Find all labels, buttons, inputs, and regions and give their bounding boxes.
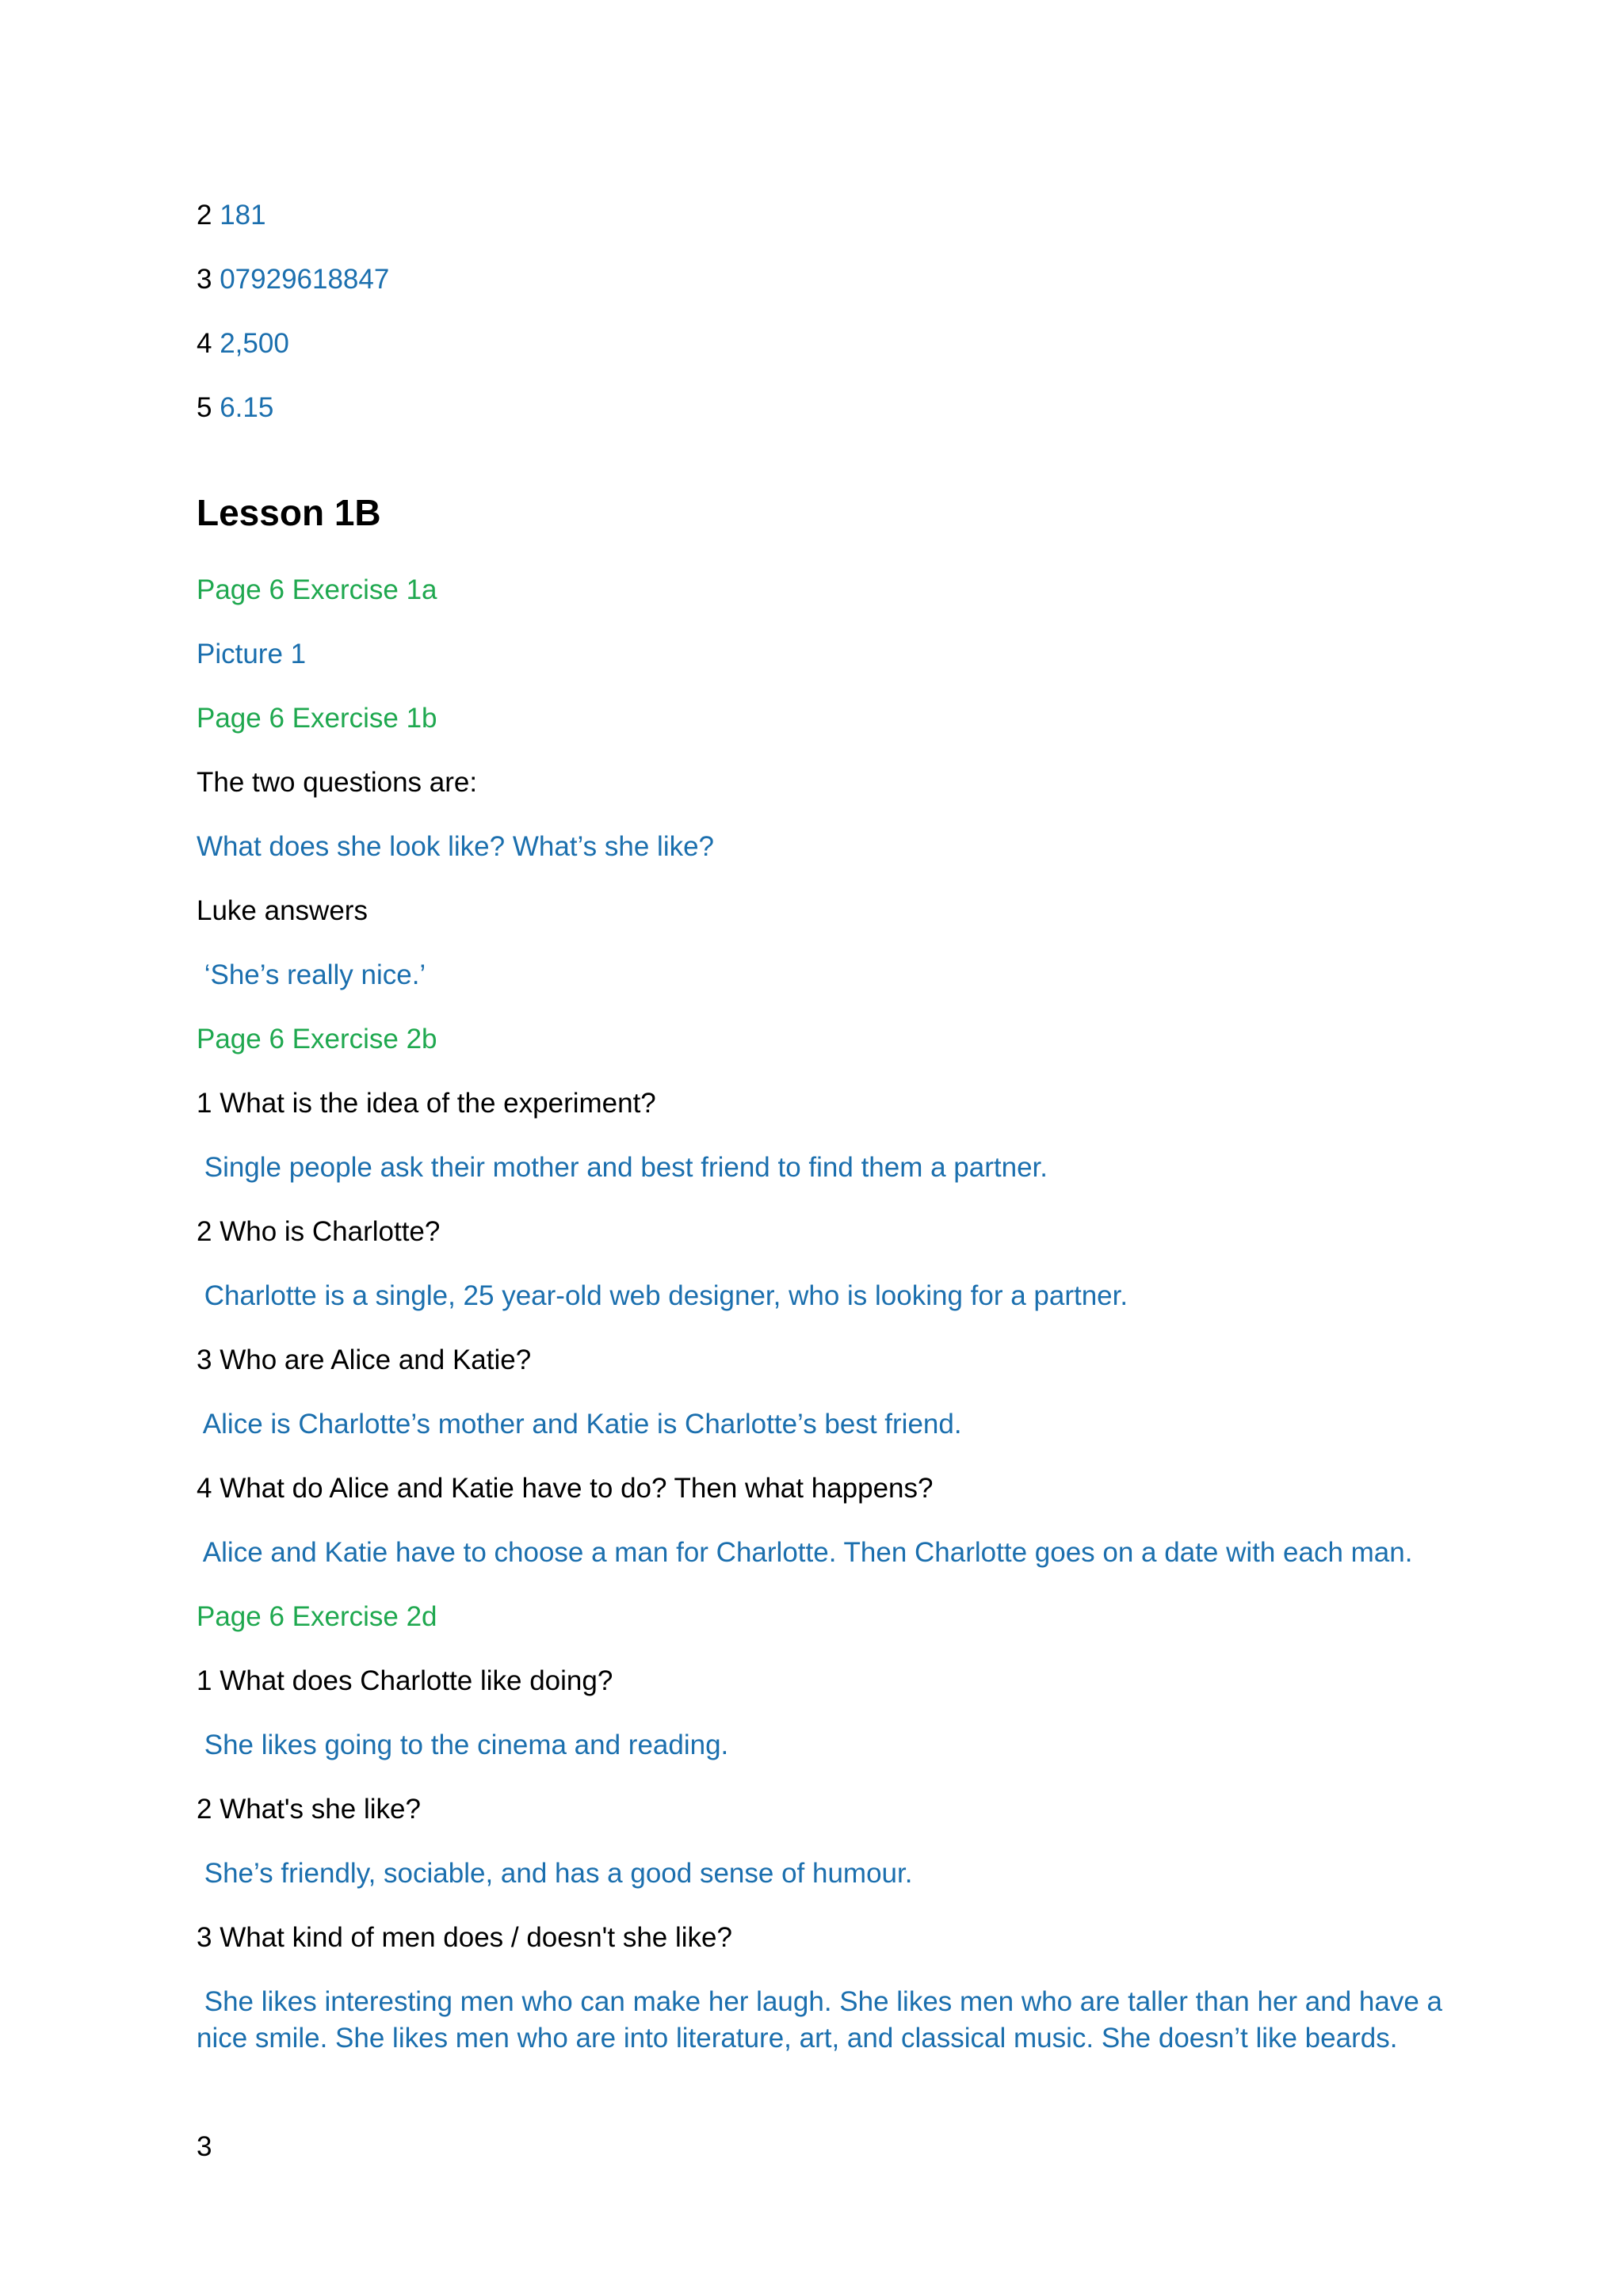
answer-text: Picture 1 (197, 639, 307, 669)
answer-text: She’s friendly, sociable, and has a good sense of humour. (197, 1858, 913, 1889)
question-text: 3 Who are Alice and Katie? (197, 1344, 532, 1375)
question-text: The two questions are: (197, 767, 478, 798)
answer-text: What does she look like? What’s she like? (197, 831, 715, 862)
exercise-heading: Page 6 Exercise 1a (197, 574, 437, 605)
question-text: 2 Who is Charlotte? (197, 1216, 441, 1247)
answer-text: Charlotte is a single, 25 year-old web designer, who is looking for a partner. (197, 1280, 1128, 1311)
page-number: 3 (197, 2131, 212, 2162)
item-answer: 07929618847 (220, 264, 390, 295)
exercise-heading: Page 6 Exercise 2b (197, 1024, 437, 1055)
question-text: 1 What does Charlotte like doing? (197, 1665, 613, 1696)
item-number: 2 (197, 200, 212, 231)
question-text: 4 What do Alice and Katie have to do? Then what happens? (197, 1473, 934, 1504)
answer-line-5 (197, 390, 1465, 426)
question-text: 2 What's she like? (197, 1794, 421, 1825)
question-text: 3 What kind of men does / doesn't she like? (197, 1922, 732, 1953)
answer-text-line-1: She likes interesting men who can make her laugh. She likes men who are taller than her and have a (197, 1986, 1443, 2017)
item-answer: 2,500 (220, 328, 289, 359)
lesson-heading: Lesson 1B (197, 492, 381, 533)
question-text: 1 What is the idea of the experiment? (197, 1088, 656, 1119)
question-text: Luke answers (197, 895, 368, 926)
answer-text: She likes going to the cinema and reading. (197, 1730, 729, 1760)
answer-text: Alice is Charlotte’s mother and Katie is Charlotte’s best friend. (197, 1409, 962, 1440)
exercise-heading: Page 6 Exercise 2d (197, 1601, 437, 1632)
item-number: 5 (197, 392, 212, 423)
answer-text: ‘She’s really nice.’ (197, 959, 426, 990)
answer-line-3 (197, 261, 1465, 298)
item-number: 3 (197, 264, 212, 295)
answer-text: Single people ask their mother and best friend to find them a partner. (197, 1152, 1048, 1183)
answer-line-4 (197, 326, 1465, 362)
item-answer: 6.15 (220, 392, 274, 423)
exercise-heading: Page 6 Exercise 1b (197, 703, 437, 734)
answer-text: Alice and Katie have to choose a man for Charlotte. Then Charlotte goes on a date with each man. (197, 1537, 1413, 1568)
item-answer: 181 (220, 200, 266, 231)
answer-line-2 (197, 197, 1465, 234)
item-number: 4 (197, 328, 212, 359)
answer-text-line-2: nice smile. She likes men who are into literature, art, and classical music. She doesn’t like beards. (197, 2023, 1398, 2054)
